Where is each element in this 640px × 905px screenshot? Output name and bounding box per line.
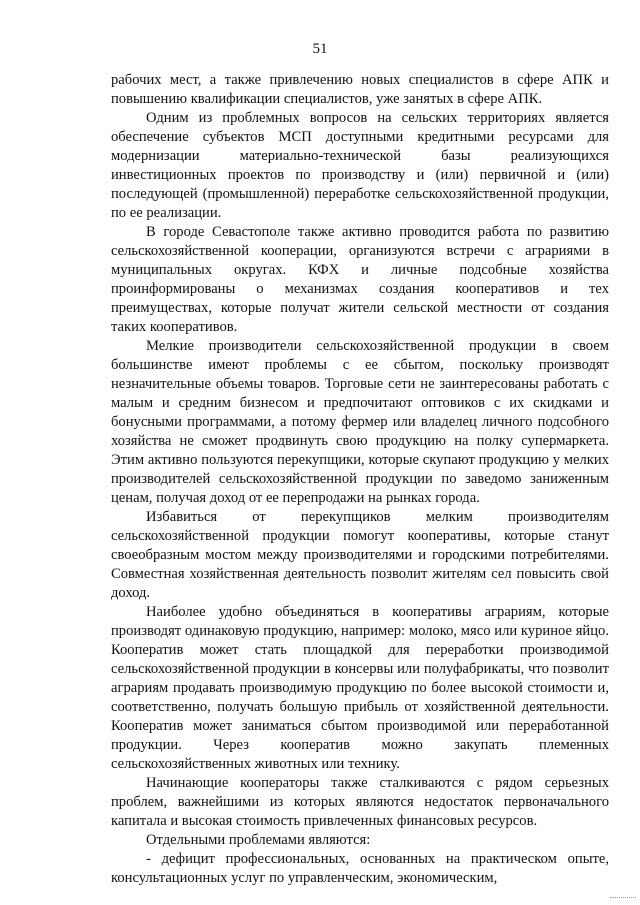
document-body — [111, 71, 609, 888]
paragraph-msp-credit: Одним из проблемных вопросов на сельских территориях является обеспечение субъектов МСП доступными кредитными ресурсами для модернизации материально-технической базы реализующихся инвестиционных проектов по производству и (или) первичной и (или) последующей (промышленной) переработке сельскохозяйственной продукции, по ее реализации. — [111, 110, 609, 221]
paragraph-beginner-problems: Начинающие кооператоры также сталкиваются с рядом серьезных проблем, важнейшими из которых являются недостаток первоначального капитала и высокая стоимость привлеченных финансовых ресурсов. — [111, 775, 609, 829]
paragraph-sevastopol-cooperation: В городе Севастополе также активно проводится работа по развитию сельскохозяйственной кооперации, организуются встречи с аграриями в муниципальных округах. КФХ и личные подсобные хозяйства проинформированы о механизмах создания кооперативов и тех преимуществах, которые получат жители сельской местности от создания таких кооперативов. — [111, 224, 609, 335]
page-number: 51 — [312, 41, 328, 57]
scan-edge-mark — [610, 897, 636, 901]
paragraph-small-producers: Мелкие производители сельскохозяйственной продукции в своем большинстве имеют проблемы с ее сбытом, поскольку производят незначительные объемы товаров. Торговые сети не заинтересованы работать с малым и средним бизнесом и предпочитают оптовиков с их скидками и бонусными программами, а потому фермер или владелец личного подсобного хозяйства не сможет продвинуть свою продукцию на полку супермаркета. Этим активно пользуются перекупщики, которые скупают продукцию у мелких производителей сельскохозяйственной продукции по заведомо заниженным ценам, получая доход от ее перепродажи на рынках города. — [111, 338, 609, 506]
paragraph-problems-heading: Отдельными проблемами являются: — [146, 832, 371, 848]
paragraph-cooperative-benefits: Наиболее удобно объединяться в кооперативы аграриям, которые производят одинаковую продукцию, например: молоко, мясо или куриное яйцо. Кооператив может стать площадкой для переработки производимой сельскохозяйственной продукции в консервы или полуфабрикаты, что позволит аграриям продавать производимую продукцию по более высокой стоимости и, соответственно, получать большую прибыль от хозяйственной деятельности. Кооператив может заниматься сбытом производимой или переработанной продукции. Через кооператив можно закупать племенных сельскохозяйственных животных или технику. — [111, 604, 609, 772]
paragraph-continuation: рабочих мест, а также привлечению новых специалистов в сфере АПК и повышению квалификации специалистов, уже занятых в сфере АПК. — [111, 72, 609, 107]
paragraph-problem-item: - дефицит профессиональных, основанных на практическом опыте, консультационных услуг по управленческим, экономическим, — [111, 851, 609, 886]
paragraph-resellers: Избавиться от перекупщиков мелким производителям сельскохозяйственной продукции помогут кооперативы, которые станут своеобразным мостом между производителями и городскими потребителями. Совместная хозяйственная деятельность позволит жителям сел повысить свой доход. — [111, 509, 609, 601]
